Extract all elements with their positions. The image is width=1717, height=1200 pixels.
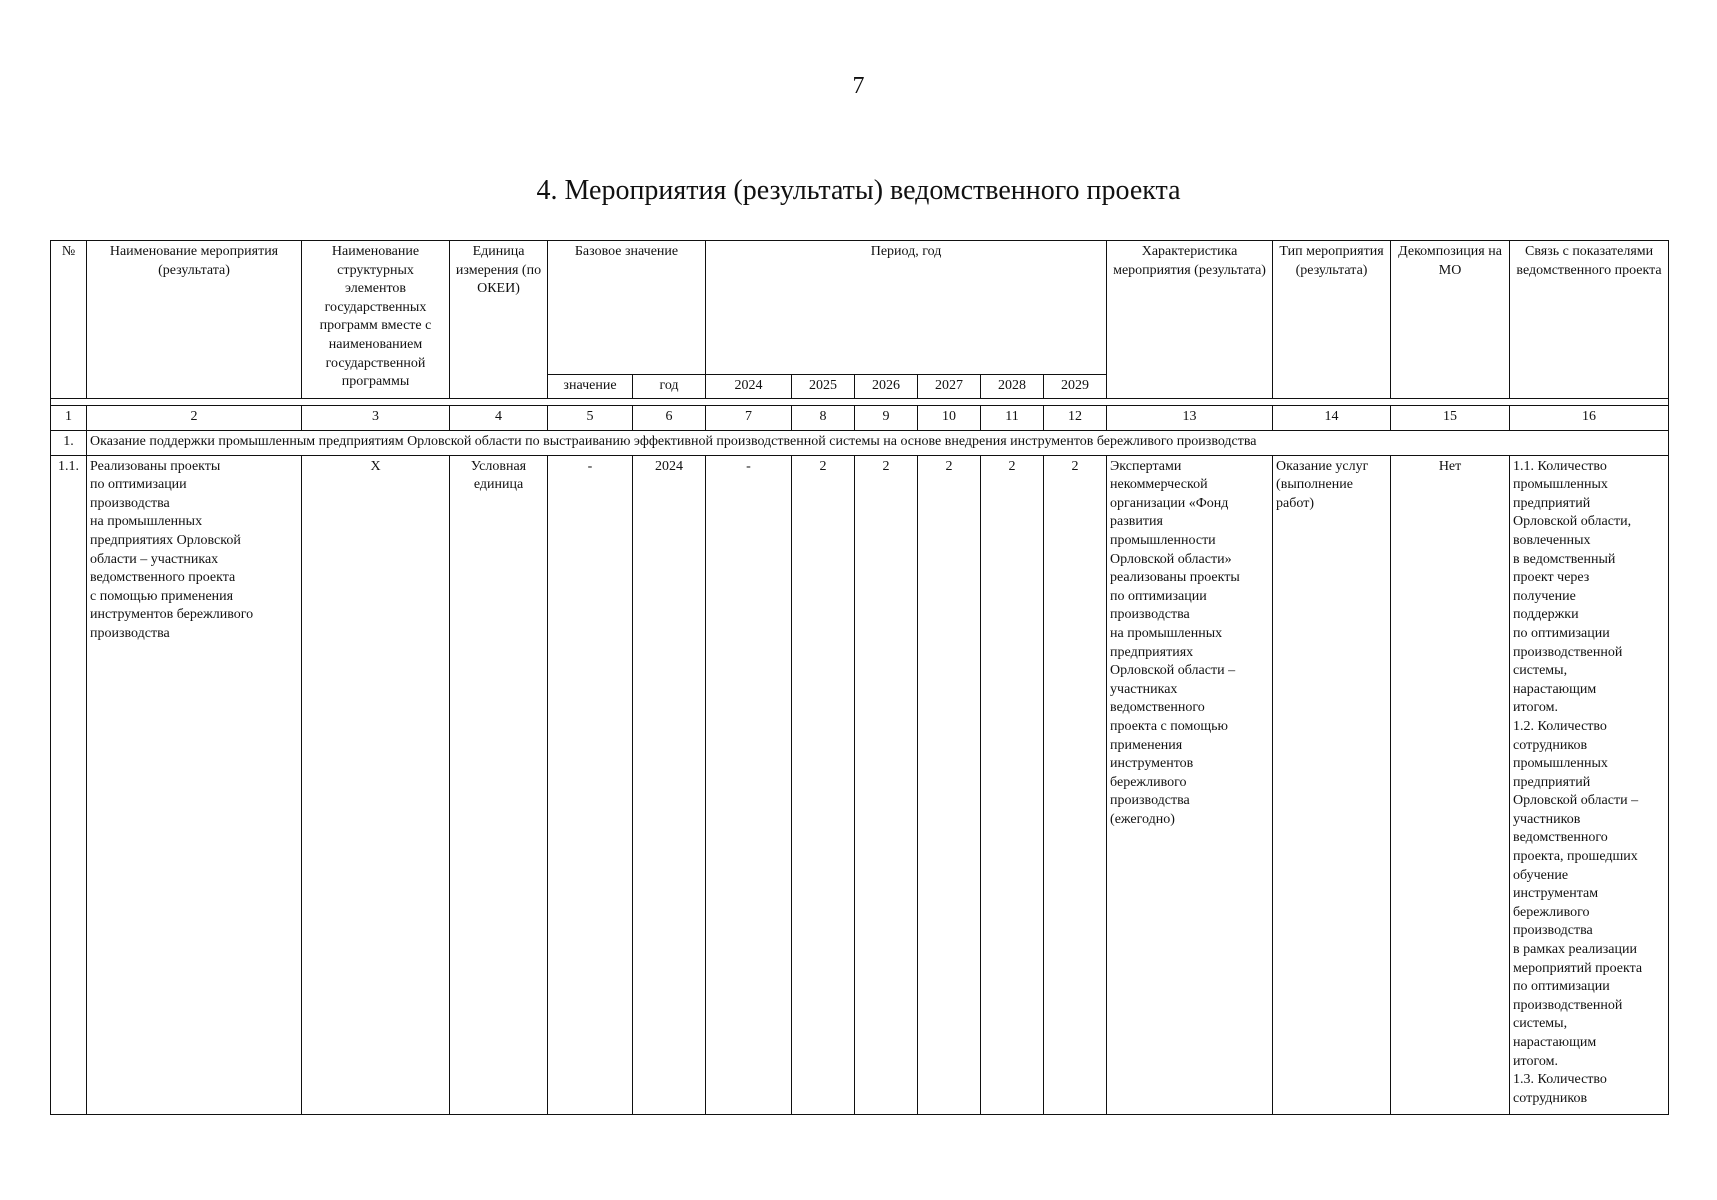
value-2026: 2 xyxy=(855,455,918,1114)
column-number: 1 xyxy=(51,405,87,430)
header-decomposition: Декомпозиция на МО xyxy=(1391,241,1510,399)
header-period: Период, год xyxy=(706,241,1107,375)
value-2024: - xyxy=(706,455,792,1114)
column-number: 15 xyxy=(1391,405,1510,430)
section-text: Оказание поддержки промышленным предприятиям Орловской области по выстраиванию эффективной производственной системы на основе внедрения инструментов бережливого производства xyxy=(87,430,1669,455)
header-year-2025: 2025 xyxy=(792,375,855,399)
indicator-link-cell: 1.1. Количество промышленных предприятий Орловской области, вовлеченных в ведомственный проект через получение поддержки по оптимизации производственной системы, нарастающим итогом. 1.2. Количество сотрудников промышленных предприятий Орловской области – участников ведомственного проекта, прошедших обучение инструментам бережливого производства в рамках реализации мероприятий проекта по оптимизации производственной системы, нарастающим итогом. 1.3. Количество сотрудников xyxy=(1510,455,1669,1114)
unit-cell: Условная единица xyxy=(450,455,548,1114)
value-2029: 2 xyxy=(1044,455,1107,1114)
type-cell: Оказание услуг (выполнение работ) xyxy=(1273,455,1391,1114)
column-number: 12 xyxy=(1044,405,1107,430)
struct-elements: X xyxy=(302,455,450,1114)
header-struct: Наименование структурных элементов государственных программ вместе с наименованием государственной программы xyxy=(302,241,450,399)
header-characteristic: Характеристика мероприятия (результата) xyxy=(1107,241,1273,399)
column-number: 7 xyxy=(706,405,792,430)
row-number: 1.1. xyxy=(51,455,87,1114)
header-year-2029: 2029 xyxy=(1044,375,1107,399)
header-type: Тип мероприятия (результата) xyxy=(1273,241,1391,399)
header-base-year: год xyxy=(633,375,706,399)
header-row xyxy=(51,241,1669,375)
column-number: 11 xyxy=(981,405,1044,430)
column-number: 3 xyxy=(302,405,450,430)
column-number: 4 xyxy=(450,405,548,430)
header-year-2026: 2026 xyxy=(855,375,918,399)
header-year-2028: 2028 xyxy=(981,375,1044,399)
spacer-row xyxy=(51,398,1669,405)
spacer-cell xyxy=(51,398,1669,405)
column-number: 10 xyxy=(918,405,981,430)
page-number: 7 xyxy=(852,73,865,99)
header-num: № xyxy=(51,241,87,399)
column-number: 2 xyxy=(87,405,302,430)
column-number: 14 xyxy=(1273,405,1391,430)
value-2025: 2 xyxy=(792,455,855,1114)
table-row xyxy=(51,455,1669,1114)
column-number: 9 xyxy=(855,405,918,430)
column-number: 6 xyxy=(633,405,706,430)
header-name: Наименование мероприятия (результата) xyxy=(87,241,302,399)
column-number: 5 xyxy=(548,405,633,430)
section-row xyxy=(51,430,1669,455)
column-number: 13 xyxy=(1107,405,1273,430)
value-2027: 2 xyxy=(918,455,981,1114)
header-unit: Единица измерения (по ОКЕИ) xyxy=(450,241,548,399)
measure-name: Реализованы проекты по оптимизации производства на промышленных предприятиях Орловской области – участниках ведомственного проекта с помощью применения инструментов бережливого производства xyxy=(87,455,302,1114)
header-year-2027: 2027 xyxy=(918,375,981,399)
column-number: 8 xyxy=(792,405,855,430)
base-year-cell: 2024 xyxy=(633,455,706,1114)
decomposition-cell: Нет xyxy=(1391,455,1510,1114)
measures-table xyxy=(50,240,1669,1115)
section-number: 1. xyxy=(51,430,87,455)
header-base: Базовое значение xyxy=(548,241,706,375)
header-base-value: значение xyxy=(548,375,633,399)
base-value-cell: - xyxy=(548,455,633,1114)
value-2028: 2 xyxy=(981,455,1044,1114)
section-title: 4. Мероприятия (результаты) ведомственного проекта xyxy=(536,175,1181,206)
column-number: 16 xyxy=(1510,405,1669,430)
header-year-2024: 2024 xyxy=(706,375,792,399)
header-link: Связь с показателями ведомственного проекта xyxy=(1510,241,1669,399)
characteristic-cell: Экспертами некоммерческой организации «Фонд развития промышленности Орловской области» реализованы проекты по оптимизации производства на промышленных предприятиях Орловской области – участниках ведомственного проекта с помощью применения инструментов бережливого производства (ежегодно) xyxy=(1107,455,1273,1114)
column-number-row xyxy=(51,405,1669,430)
